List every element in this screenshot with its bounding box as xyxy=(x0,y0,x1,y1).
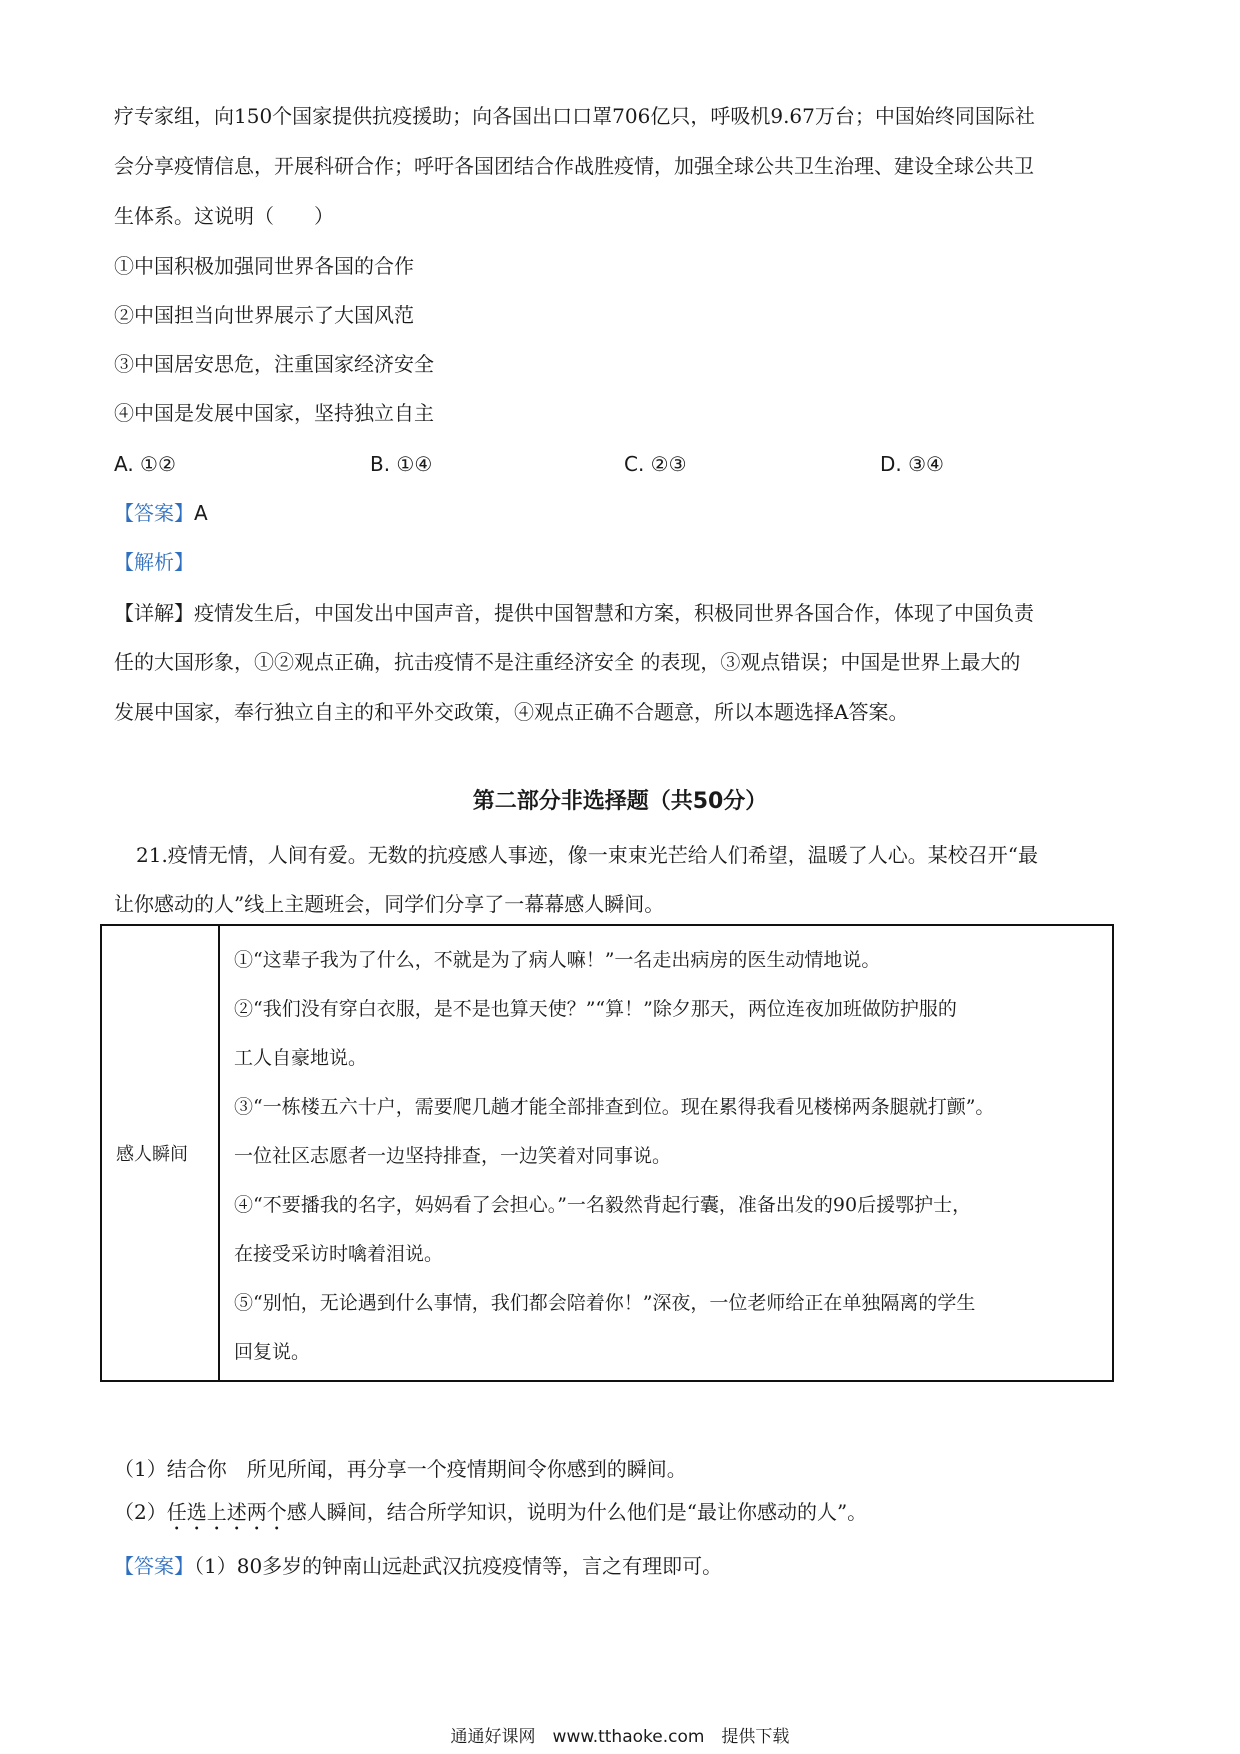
statement-item: ①中国积极加强同世界各国的合作 xyxy=(114,254,414,278)
section-heading: 第二部分非选择题（共50分） xyxy=(472,789,768,814)
table-header-label: 感人瞬间 xyxy=(116,1144,188,1165)
table-header-cell xyxy=(102,926,220,1380)
option-a: A. ①② xyxy=(114,452,176,476)
analysis-line xyxy=(114,547,194,577)
table-line: 一位社区志愿者一边坚持排查，一边笑着对同事说。 xyxy=(234,1145,672,1167)
option-b: B. ①④ xyxy=(370,452,433,476)
sub-question-2-prefix: （2） xyxy=(114,1500,167,1524)
answer-line xyxy=(114,498,208,528)
sub-question-2-emphasis: 任选上述两个 xyxy=(166,1500,287,1524)
q21-stem-line: 21.疫情无情，人间有爱。无数的抗疫感人事迹，像一束束光芒给人们希望，温暖了人心。某校召开“最 xyxy=(136,843,1039,867)
analysis-tag: 【解析】 xyxy=(114,550,194,574)
table-line: ①“这辈子我为了什么，不就是为了病人嘛！”一名走出病房的医生动情地说。 xyxy=(234,949,881,971)
question-stem-line: 疗专家组，向150个国家提供抗疫援助；向各国出口口罩706亿只，呼吸机9.67万台；中国始终同国际社 xyxy=(114,104,1035,128)
moments-table xyxy=(100,924,1114,1382)
option-c: C. ②③ xyxy=(624,452,687,476)
answer2-tag: 【答案】 xyxy=(114,1554,194,1578)
detail-line: 任的大国形象，①②观点正确，抗击疫情不是注重经济安全 的表现，③观点错误；中国是世界上最大的 xyxy=(114,650,1021,674)
statement-item: ③中国居安思危，注重国家经济安全 xyxy=(114,352,434,376)
answer-tag: 【答案】 xyxy=(114,501,194,525)
sub-question-2-rest: 感人瞬间，结合所学知识，说明为什么他们是“最让你感动的人”。 xyxy=(286,1500,868,1524)
option-d: D. ③④ xyxy=(880,452,944,476)
table-line: ②“我们没有穿白衣服，是不是也算天使？”“算！”除夕那天，两位连夜加班做防护服的 xyxy=(234,998,957,1020)
table-line: ⑤“别怕，无论遇到什么事情，我们都会陪着你！”深夜，一位老师给正在单独隔离的学生 xyxy=(234,1292,976,1314)
question-stem-line: 生体系。这说明（ ） xyxy=(114,204,334,228)
page-footer: 通通好课网 www.tthaoke.com 提供下载 xyxy=(450,1727,790,1747)
table-line: 在接受采访时噙着泪说。 xyxy=(234,1243,444,1265)
table-line: ④“不要播我的名字，妈妈看了会担心。”一名毅然背起行囊，准备出发的90后援鄂护士， xyxy=(234,1194,972,1216)
table-line: 回复说。 xyxy=(234,1341,311,1363)
statement-item: ②中国担当向世界展示了大国风范 xyxy=(114,303,414,327)
detail-line: 发展中国家，奉行独立自主的和平外交政策，④观点正确不合题意，所以本题选择A答案。 xyxy=(114,700,909,724)
detail-tag: 【详解】 xyxy=(114,601,194,625)
question-stem-line: 会分享疫情信息，开展科研合作；呼吁各国团结合作战胜疫情，加强全球公共卫生治理、建设全球公共卫 xyxy=(114,154,1034,178)
q21-stem-line: 让你感动的人”线上主题班会，同学们分享了一幕幕感人瞬间。 xyxy=(114,892,665,916)
answer2-line xyxy=(114,1551,722,1581)
answer-value: A xyxy=(194,501,208,525)
statement-item: ④中国是发展中国家，坚持独立自主 xyxy=(114,401,434,425)
sub-question-1: （1）结合你 所见所闻，再分享一个疫情期间令你感到的瞬间。 xyxy=(114,1457,687,1481)
detail-text: 疫情发生后，中国发出中国声音，提供中国智慧和方案，积极同世界各国合作，体现了中国负责 xyxy=(194,601,1034,625)
table-line: 工人自豪地说。 xyxy=(234,1047,368,1069)
sub-question-2 xyxy=(114,1497,867,1535)
table-line: ③“一栋楼五六十户，需要爬几趟才能全部排查到位。现在累得我看见楼梯两条腿就打颤”。 xyxy=(234,1096,995,1118)
answer2-value: （1）80多岁的钟南山远赴武汉抗疫疫情等，言之有理即可。 xyxy=(194,1554,723,1578)
detail-line xyxy=(114,598,1034,628)
table-content-cell xyxy=(220,926,1112,1380)
